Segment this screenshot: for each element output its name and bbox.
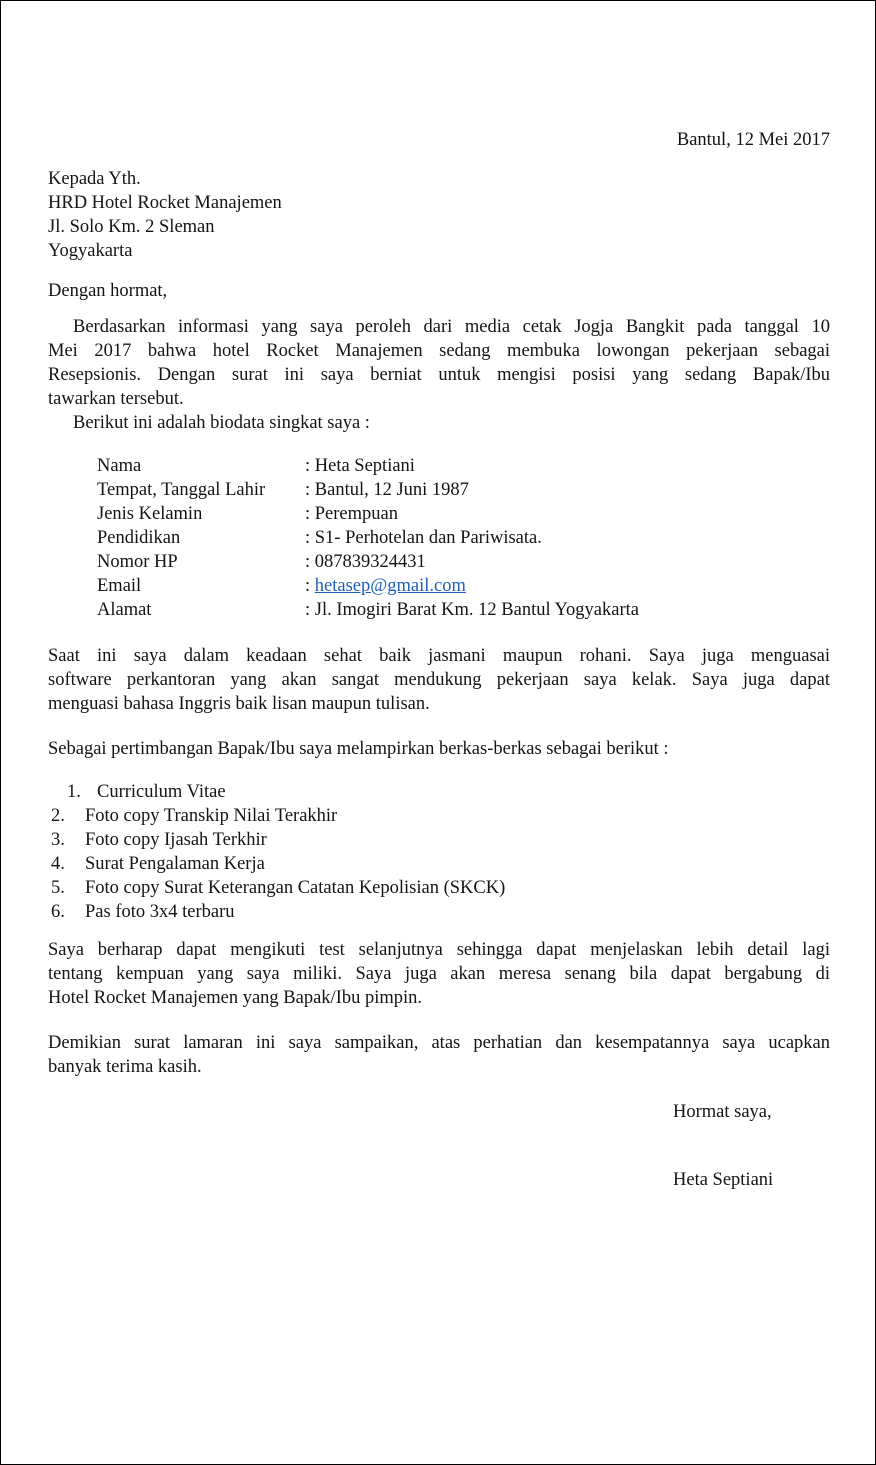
paragraph-line: Hotel Rocket Manajemen yang Bapak/Ibu pimpin. bbox=[48, 988, 423, 1008]
paragraph-line: Berdasarkan informasi yang saya peroleh dari media cetak Jogja Bangkit pada tanggal 10 bbox=[73, 317, 830, 337]
list-number: 6. bbox=[51, 902, 65, 922]
list-number: 5. bbox=[51, 878, 65, 898]
biodata-label: Jenis Kelamin bbox=[97, 504, 203, 524]
email-colon: : bbox=[305, 576, 315, 596]
paragraph-line: Saya berharap dapat mengikuti test selanjutnya sehingga dapat menjelaskan lebih detail lagi bbox=[48, 940, 830, 960]
paragraph-line: tawarkan tersebut. bbox=[48, 389, 184, 409]
list-text: Surat Pengalaman Kerja bbox=[85, 854, 265, 874]
list-text: Foto copy Surat Keterangan Catatan Kepolisian (SKCK) bbox=[85, 878, 506, 898]
paragraph-line: menguasi bahasa Inggris baik lisan maupun tulisan. bbox=[48, 694, 430, 714]
list-text: Foto copy Transkip Nilai Terakhir bbox=[85, 806, 338, 826]
recipient-line-3: Jl. Solo Km. 2 Sleman bbox=[48, 217, 215, 237]
biodata-label: Alamat bbox=[97, 600, 152, 620]
recipient-line-1: Kepada Yth. bbox=[48, 169, 141, 189]
paragraph-hope bbox=[48, 938, 830, 1010]
biodata-label: Pendidikan bbox=[97, 528, 181, 548]
recipient-line-4: Yogyakarta bbox=[48, 241, 133, 261]
list-number: 4. bbox=[51, 854, 65, 874]
paragraph-line: Mei 2017 bahwa hotel Rocket Manajemen sedang membuka lowongan pekerjaan sebagai bbox=[48, 341, 830, 361]
biodata-value: : Perempuan bbox=[305, 504, 398, 524]
biodata-value: : S1- Perhotelan dan Pariwisata. bbox=[305, 528, 542, 548]
paragraph-closing bbox=[48, 1031, 830, 1079]
biodata-value bbox=[305, 574, 466, 598]
paragraph-line: tentang kempuan yang saya miliki. Saya juga akan meresa senang bila dapat bergabung di bbox=[48, 964, 830, 984]
paragraph-line: Saat ini saya dalam keadaan sehat baik jasmani maupun rohani. Saya juga menguasai bbox=[48, 646, 830, 666]
date-place: Bantul, 12 Mei 2017 bbox=[676, 130, 830, 150]
attachments-intro: Sebagai pertimbangan Bapak/Ibu saya melampirkan berkas-berkas sebagai berikut : bbox=[48, 739, 669, 759]
paragraph-application-intro bbox=[48, 315, 830, 411]
list-text: Pas foto 3x4 terbaru bbox=[85, 902, 235, 922]
biodata-label: Tempat, Tanggal Lahir bbox=[97, 480, 266, 500]
email-link[interactable]: hetasep@gmail.com bbox=[314, 576, 466, 596]
salutation: Dengan hormat, bbox=[48, 281, 168, 301]
list-number: 2. bbox=[51, 806, 65, 826]
list-number: 3. bbox=[51, 830, 65, 850]
biodata-value: : Heta Septiani bbox=[305, 456, 415, 476]
paragraph-line: software perkantoran yang akan sangat mendukung pekerjaan saya kelak. Saya juga dapat bbox=[48, 670, 830, 690]
paragraph-line: Resepsionis. Dengan surat ini saya berniat untuk mengisi posisi yang sedang Bapak/Ibu bbox=[48, 365, 830, 385]
biodata-value: : 087839324431 bbox=[305, 552, 426, 572]
paragraph-health-skills bbox=[48, 644, 830, 716]
biodata-label: Email bbox=[97, 576, 142, 596]
signature-name: Heta Septiani bbox=[673, 1170, 774, 1190]
closing-greeting: Hormat saya, bbox=[673, 1102, 772, 1122]
biodata-label: Nomor HP bbox=[97, 552, 178, 572]
list-text: Curriculum Vitae bbox=[97, 782, 226, 802]
biodata-label: Nama bbox=[97, 456, 142, 476]
paragraph-line: Demikian surat lamaran ini saya sampaikan, atas perhatian dan kesempatannya saya ucapkan bbox=[48, 1033, 830, 1053]
biodata-intro: Berikut ini adalah biodata singkat saya : bbox=[73, 413, 370, 433]
list-number: 1. bbox=[67, 782, 81, 802]
paragraph-line: banyak terima kasih. bbox=[48, 1057, 202, 1077]
biodata-value: : Jl. Imogiri Barat Km. 12 Bantul Yogyakarta bbox=[305, 600, 639, 620]
biodata-value: : Bantul, 12 Juni 1987 bbox=[305, 480, 469, 500]
recipient-line-2: HRD Hotel Rocket Manajemen bbox=[48, 193, 282, 213]
list-text: Foto copy Ijasah Terkhir bbox=[85, 830, 267, 850]
